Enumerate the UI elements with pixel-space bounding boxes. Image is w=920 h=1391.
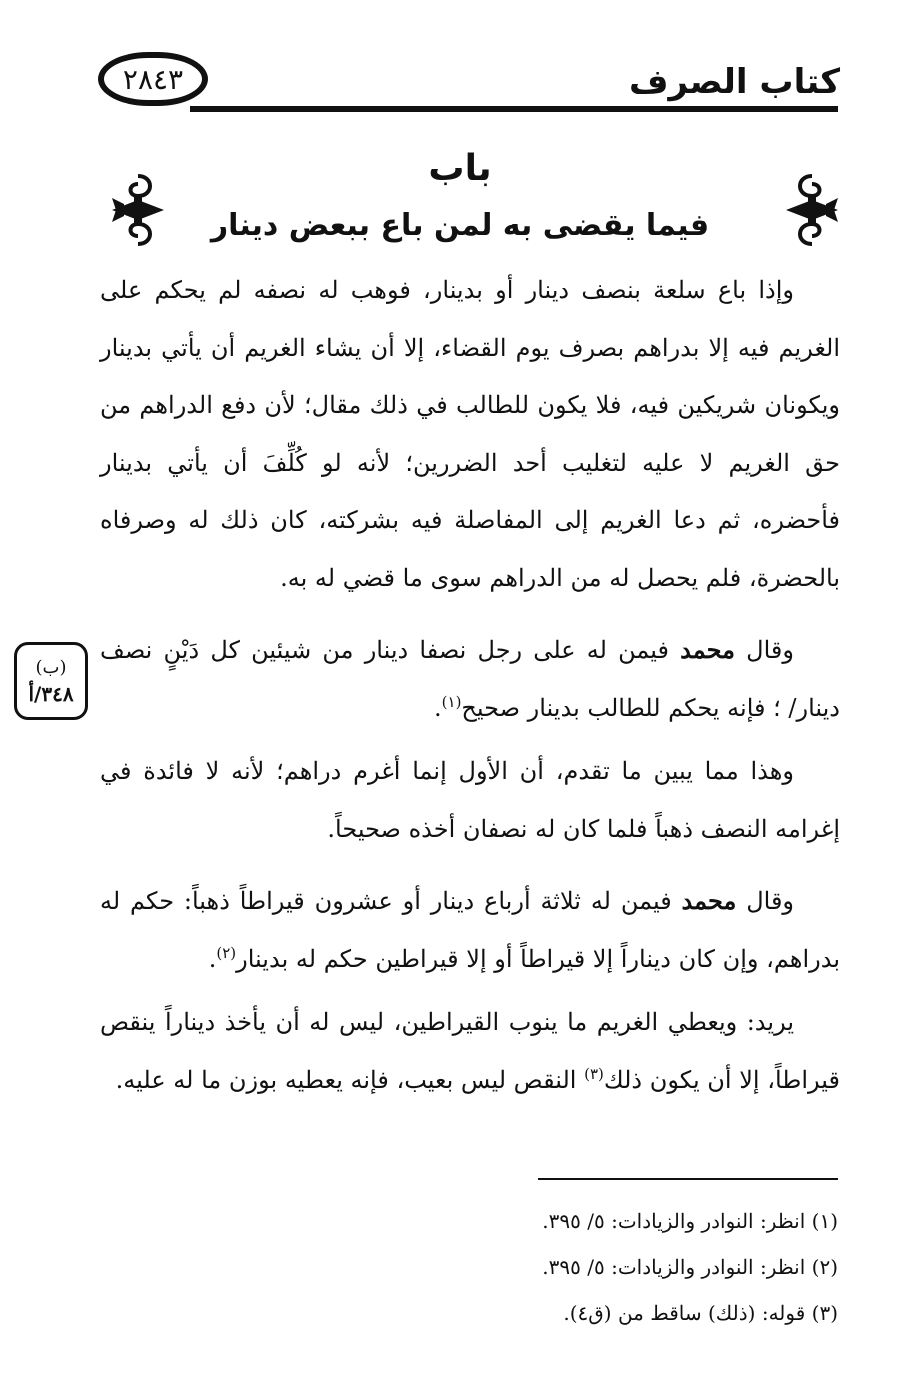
footnote-marker[interactable]: (٢): [216, 943, 237, 962]
footnote-separator: [538, 1178, 838, 1180]
margin-note-folio: ٣٤٨/أ: [28, 682, 74, 706]
chapter-heading: باب: [428, 148, 492, 189]
footnote: (٣) قوله: (ذلك) ساقط من (ق٤).: [563, 1301, 838, 1325]
manuscript-margin-note: [14, 642, 88, 720]
paragraph: وقال محمد فيمن له على رجل نصفا دينار من شيئين كل دَيْنٍ نصف دينار/ ؛ فإنه يحكم للطالب بدينار صحيح$^{(١)}$.: [100, 635, 840, 722]
person-name: محمد: [681, 886, 737, 915]
header-rule: [190, 106, 838, 112]
footnote-marker[interactable]: (٣): [584, 1064, 604, 1083]
footnote: (١) انظر: النوادر والزيادات: ٥/ ٣٩٥.: [542, 1209, 838, 1233]
paragraph: وإذا باع سلعة بنصف دينار أو بدينار، فوهب له نصفه لم يحكم على الغريم فيه إلا بدراهم بصرف يوم القضاء، إلا أن يشاء الغريم أن يأتي بدينار ويكونان شريكين فيه، فلا يكون للطالب في ذلك مقال؛ لأن دفع الدراهم من حق الغريم لا عليه لتغليب أحد الضررين؛ لأنه لو كُلِّفَ أن يأتي بدينار فأحضره، ثم دعا الغريم إلى المفاصلة فيه بشركته، كان ذلك له وصرفاه بالحضرة، فلم يحصل له من الدراهم سوى ما قضي له به.: [100, 276, 841, 592]
chapter-subtitle: فيما يقضى به لمن باع ببعض دينار: [210, 208, 710, 243]
margin-note-letter: (ب): [35, 657, 67, 678]
person-name: محمد: [680, 635, 735, 664]
body-text: [100, 262, 840, 1123]
page-number: ٢٨٤٣: [122, 62, 184, 96]
footnote-marker[interactable]: (١): [441, 692, 462, 711]
paragraph: يريد: ويعطي الغريم ما ينوب القيراطين، ليس له أن يأخذ ديناراً ينقص قيراطاً، إلا أن يكون ذلك$^{(٣)}$ النقص ليس بعيب، فإنه يعطيه بوزن ما له عليه.: [100, 1008, 840, 1094]
running-header-title: كتاب الصرف: [629, 62, 840, 102]
paragraph: وهذا مما يبين ما تقدم، أن الأول إنما أغرم دراهم؛ لأنه لا فائدة في إغرامه النصف ذهباً فلما كان له نصفان أخذه صحيحاً.: [100, 757, 840, 843]
paragraph: وقال محمد فيمن له ثلاثة أرباع دينار أو عشرون قيراطاً ذهباً: حكم له بدراهم، وإن كان ديناراً إلا قيراطاً أو إلا قيراطين حكم له بدينار$^{(٢)}$.: [100, 886, 840, 973]
page-number-badge: [98, 52, 208, 106]
footnote: (٢) انظر: النوادر والزيادات: ٥/ ٣٩٥.: [542, 1255, 838, 1279]
footnotes: [338, 1198, 838, 1336]
